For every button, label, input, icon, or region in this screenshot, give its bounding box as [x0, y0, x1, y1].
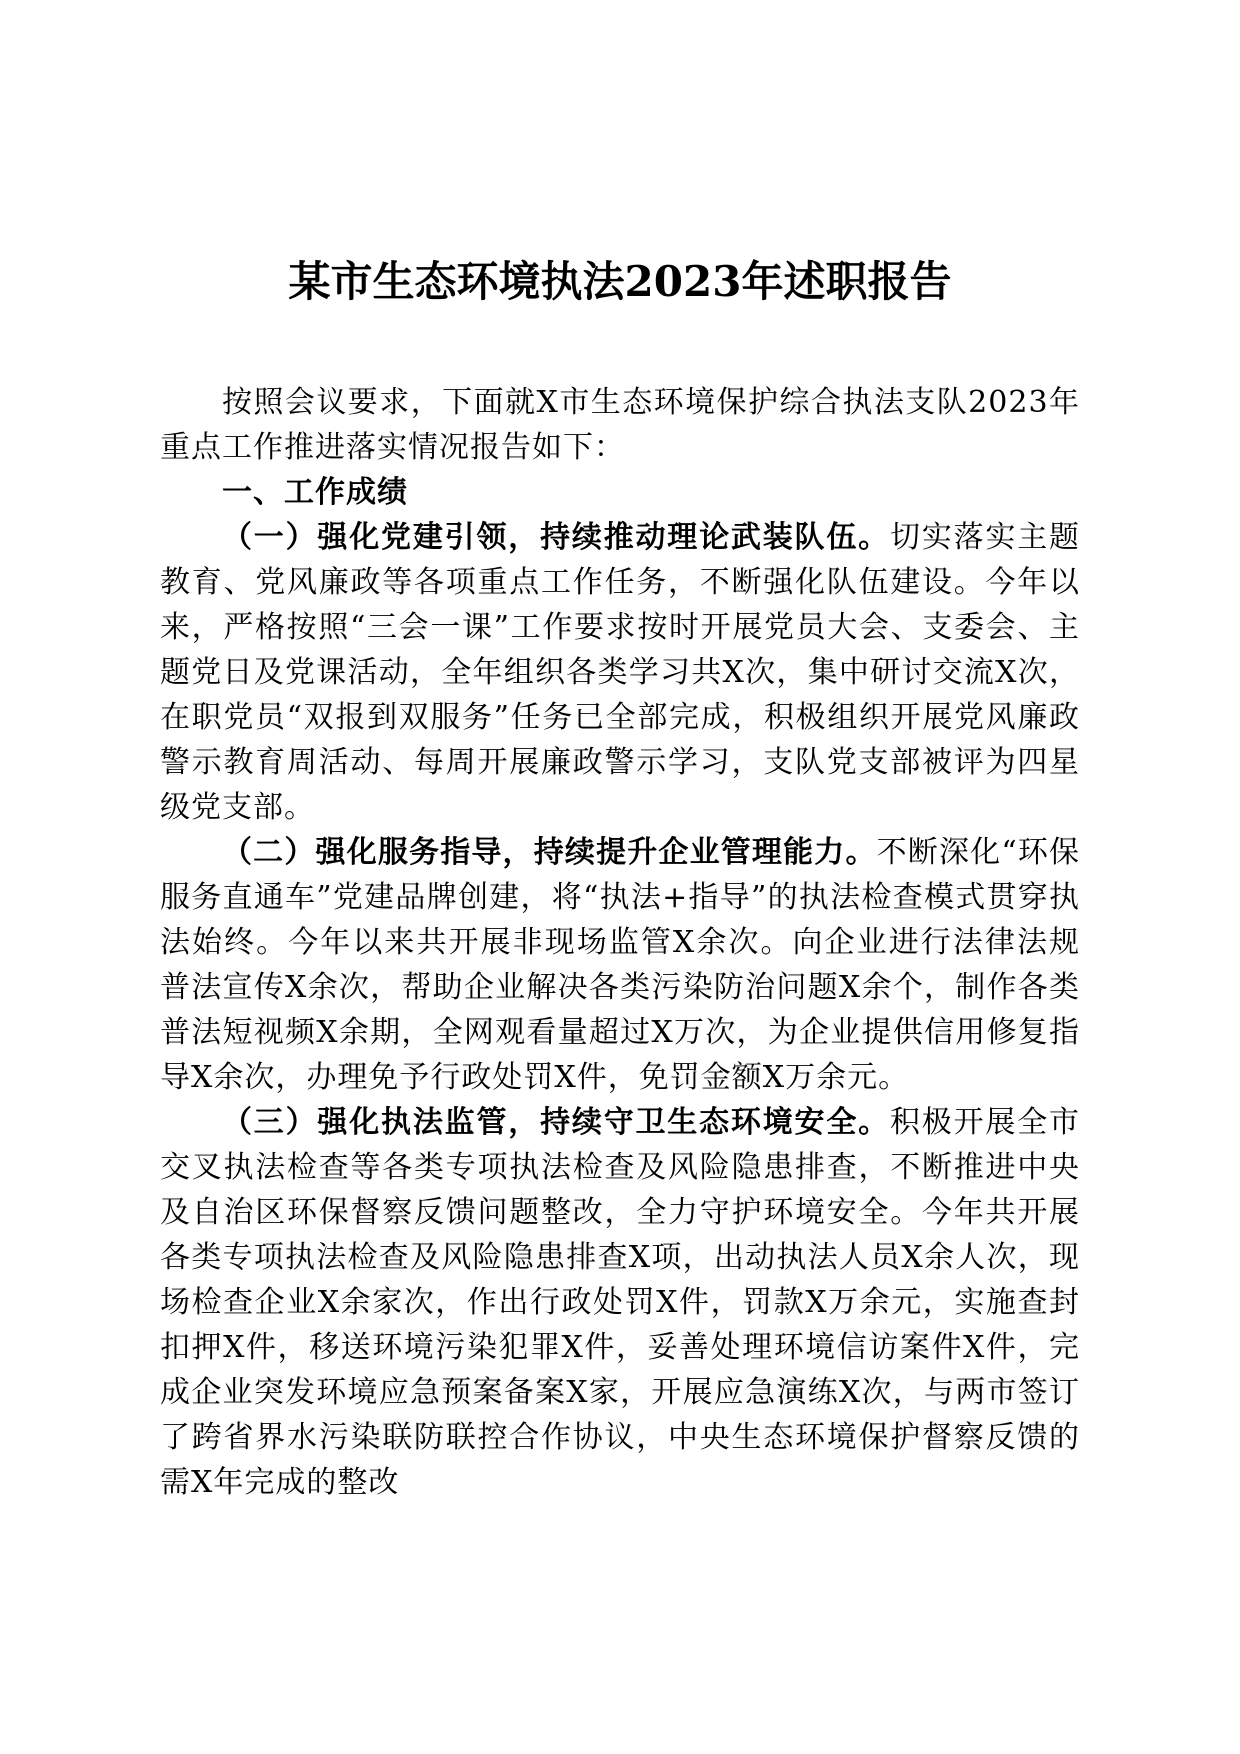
- document-title: 某市生态环境执法2023年述职报告: [288, 257, 952, 306]
- work-item-2-lead: （二）强化服务指导，持续提升企业管理能力。: [222, 835, 877, 870]
- intro-paragraph: 按照会议要求，下面就X市生态环境保护综合执法支队2023年重点工作推进落实情况报告如下：: [160, 385, 1080, 465]
- work-item-1-lead: （一）强化党建引领，持续推动理论武装队伍。: [222, 520, 890, 555]
- work-item-3-text: 积极开展全市交叉执法检查等各类专项执法检查及风险隐患排查，不断推进中央及自治区环保督察反馈问题整改，全力守护环境安全。今年共开展各类专项执法检查及风险隐患排查X项，出动执法人员X余人次，现场检查企业X余家次，作出行政处罚X件，罚款X万余元，实施查封扣押X件，移送环境污染犯罪X件，妥善处理环境信访案件X件，完成企业突发环境应急预案备案X家，开展应急演练X次，与两市签订了跨省界水污染联防联控合作协议，中央生态环境保护督察反馈的需X年完成的整改: [160, 1105, 1081, 1500]
- work-item-2-text: 不断深化“环保服务直通车”党建品牌创建，将“执法+指导”的执法检查模式贯穿执法始终。今年以来共开展非现场监管X余次。向企业进行法律法规普法宣传X余次，帮助企业解决各类污染防治问题X余个，制作各类普法短视频X余期，全网观看量超过X万次，为企业提供信用修复指导X余次，办理免予行政处罚X件，免罚金额X万余元。: [160, 835, 1080, 1095]
- work-item-1: [160, 515, 1080, 830]
- work-item-3-lead: （三）强化执法监管，持续守卫生态环境安全。: [222, 1105, 890, 1140]
- work-item-1-text: 切实落实主题教育、党风廉政等各项重点工作任务，不断强化队伍建设。今年以来，严格按照“三会一课”工作要求按时开展党员大会、支委会、主题党日及党课活动，全年组织各类学习共X次，集中研讨交流X次，在职党员“双报到双服务”任务已全部完成，积极组织开展党风廉政警示教育周活动、每周开展廉政警示学习，支队党支部被评为四星级党支部。: [160, 520, 1081, 825]
- work-item-2: [160, 830, 1080, 1100]
- section-heading: 一、工作成绩: [222, 475, 408, 510]
- document-body: [160, 380, 1080, 1505]
- work-item-3: [160, 1100, 1080, 1505]
